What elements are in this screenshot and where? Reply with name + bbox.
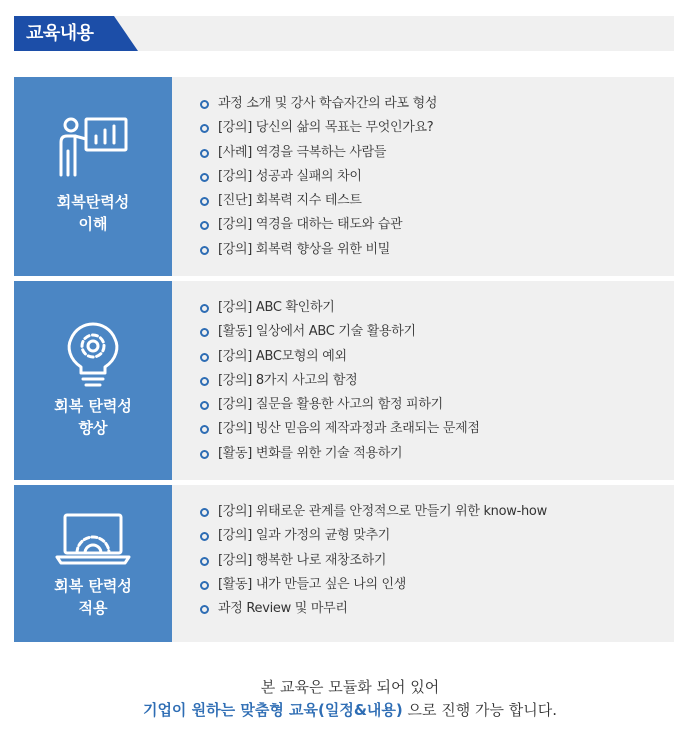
list-item: [강의] 위태로운 관계를 안정적으로 만들기 위한 know-how (200, 500, 547, 524)
bullet-icon (200, 425, 209, 434)
section-title: 회복 탄력성 향상 (54, 397, 132, 437)
list-item: [활동] 내가 만들고 싶은 나의 인생 (200, 573, 547, 597)
footer-rest: 으로 진행 가능 합니다. (402, 701, 558, 719)
section-improvement (14, 281, 674, 480)
bullet-icon (200, 377, 209, 386)
footer-highlight: 기업이 원하는 맞춤형 교육(일정&내용) (142, 701, 403, 719)
bullet-icon (200, 173, 209, 182)
laptop-gear-icon (53, 507, 133, 577)
bullet-icon (200, 581, 209, 590)
footer-line-1: 본 교육은 모듈화 되어 있어 (260, 678, 440, 696)
list-item: [강의] 회복력 향상을 위한 비밀 (200, 238, 437, 262)
section-label-panel (14, 281, 172, 480)
list-item: [활동] 일상에서 ABC 기술 활용하기 (200, 320, 480, 344)
list-item: [강의] 성공과 실패의 차이 (200, 165, 437, 189)
bullet-icon (200, 353, 209, 362)
list-item: [강의] 8가지 사고의 함정 (200, 369, 480, 393)
list-item: [사례] 역경을 극복하는 사람들 (200, 141, 437, 165)
list-item: [강의] ABC모형의 예외 (200, 345, 480, 369)
section-label-panel (14, 77, 172, 276)
bullet-icon (200, 246, 209, 255)
bullet-icon (200, 149, 209, 158)
bullet-icon (200, 557, 209, 566)
presentation-icon (53, 115, 133, 185)
bullet-icon (200, 532, 209, 541)
section-understanding (14, 77, 674, 276)
section-title: 회복탄력성 이해 (56, 193, 130, 233)
list-item: [강의] ABC 확인하기 (200, 296, 480, 320)
list-item: [활동] 변화를 위한 기술 적용하기 (200, 442, 480, 466)
section-header (14, 16, 674, 51)
list-item: [강의] 빙산 믿음의 제작과정과 초래되는 문제점 (200, 417, 480, 441)
bullet-icon (200, 124, 209, 133)
list-item: [강의] 질문을 활용한 사고의 함정 피하기 (200, 393, 480, 417)
bullet-icon (200, 221, 209, 230)
bullet-icon (200, 304, 209, 313)
list-item: [강의] 일과 가정의 균형 맞추기 (200, 524, 547, 548)
list-item: [강의] 당신의 삶의 목표는 무엇인가요? (200, 116, 437, 140)
list-item: 과정 Review 및 마무리 (200, 597, 547, 621)
section-title: 회복 탄력성 적용 (54, 577, 132, 617)
bullet-icon (200, 450, 209, 459)
bullet-icon (200, 508, 209, 517)
bullet-icon (200, 401, 209, 410)
list-item: 과정 소개 및 강사 학습자간의 라포 형성 (200, 92, 437, 116)
lightbulb-gear-icon (53, 319, 133, 389)
list-item: [강의] 행복한 나로 재창조하기 (200, 549, 547, 573)
bullet-icon (200, 328, 209, 337)
list-item: [강의] 역경을 대하는 태도와 습관 (200, 213, 437, 237)
footer-line-2 (0, 699, 700, 722)
topic-list (200, 500, 547, 621)
bullet-icon (200, 100, 209, 109)
list-item: [진단] 회복력 지수 테스트 (200, 189, 437, 213)
section-application (14, 485, 674, 642)
section-label-panel (14, 485, 172, 642)
topic-list (200, 92, 437, 262)
footer-note (0, 676, 700, 722)
page-title: 교육내용 (26, 23, 94, 44)
topic-list (200, 296, 480, 466)
bullet-icon (200, 605, 209, 614)
bullet-icon (200, 197, 209, 206)
